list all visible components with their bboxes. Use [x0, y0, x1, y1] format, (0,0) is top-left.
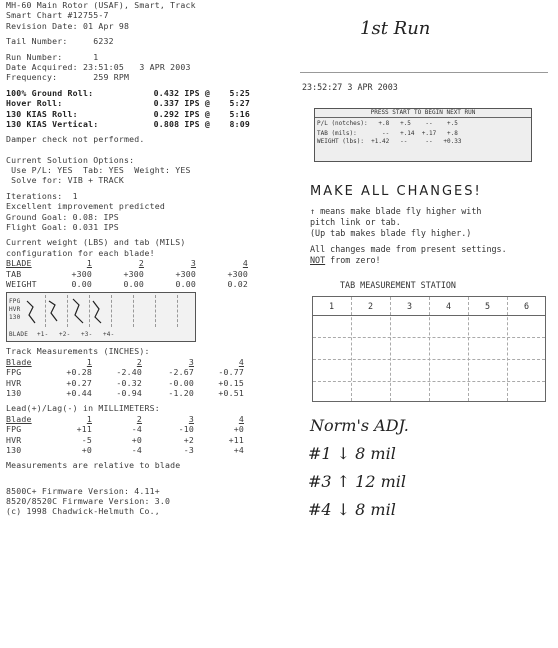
iterations: Iterations: 1: [6, 190, 78, 201]
config-line-1: Current weight (LBS) and tab (MILS): [6, 237, 186, 248]
instruction-notes: [310, 206, 507, 266]
scope-traces: [7, 293, 195, 333]
lead-lag-table: Blade 1 2 3 4 FPG +11 -4 -10 +0 HVR -5 +0 +2 +11 130 +0 -4 -3 +4: [6, 413, 244, 455]
note-5: NOT from zero!: [310, 255, 381, 265]
station-2: 2: [368, 301, 374, 311]
tab-station-title: TAB MEASUREMENT STATION: [340, 280, 456, 290]
date-acquired-row: Date Acquired: 23:51:05 3 APR 2003: [6, 61, 191, 72]
note-4: All changes made from present settings.: [310, 244, 507, 254]
options-use: Use P/L: YES Tab: YES Weight: YES: [11, 165, 191, 176]
vibration-table: 100% Ground Roll: 0.432 IPS @ 5:25 Hover Roll: 0.337 IPS @ 5:27 130 KIAS Roll: 0.292 IPS @ 5:16 130 KIAS Vertical: 0.808 IPS @ 8:09: [6, 87, 250, 129]
options-title: Current Solution Options:: [6, 154, 135, 165]
header-line-3: Revision Date: 01 Apr 98: [6, 20, 130, 31]
track-table: Blade 1 2 3 4 FPG +0.28 -2.40 -2.67 -0.77 HVR +0.27 -0.32 -0.00 +0.15 130 +0.44 -0.94 -1.20 +0.51: [6, 356, 244, 398]
tail-number-row: Tail Number: 6232: [6, 36, 114, 47]
printout-receipt: [6, 0, 276, 648]
mini-header: PRESS START TO BEGIN NEXT RUN: [315, 109, 531, 118]
track-scope-graphic: FPG HVR 130 BLADE +1- +2- +3- +4-: [6, 292, 196, 342]
run-time: 23:52:27 3 APR 2003: [302, 82, 398, 92]
header-line-2: Smart Chart #12755-7: [6, 10, 109, 21]
handwritten-run-title: 1st Run: [360, 18, 431, 39]
flight-goal: Flight Goal: 0.031 IPS: [6, 222, 119, 233]
station-3: 3: [407, 301, 413, 311]
config-table: BLADE 1 2 3 4 TAB +300 +300 +300 +300 WEIGHT 0.00 0.00 0.00 0.02: [6, 258, 248, 289]
firmware-line-2: 8520/8520C Firmware Version: 3.0: [6, 496, 171, 507]
handwritten-adj-3: #4 ↓ 8 mil: [308, 500, 396, 519]
copyright-line: (c) 1998 Chadwick-Helmuth Co.,: [6, 506, 160, 517]
mini-row-2: TAB (mils): -- +.14 +.17 +.8: [317, 130, 458, 137]
handwritten-adj-1: #1 ↓ 8 mil: [308, 444, 396, 463]
firmware-line-1: 8500C+ Firmware Version: 4.11+: [6, 485, 160, 496]
lead-lag-title: Lead(+)/Lag(-) in MILLIMETERS:: [6, 403, 160, 414]
options-solve: Solve for: VIB + TRACK: [11, 175, 124, 186]
ground-goal: Ground Goal: 0.08: IPS: [6, 211, 119, 222]
note-2: pitch link or tab.: [310, 217, 401, 227]
solution-mini-printout: [314, 108, 532, 162]
station-6: 6: [524, 301, 530, 311]
relative-note: Measurements are relative to blade: [6, 460, 181, 471]
header-line-1: MH-60 Main Rotor (USAF), Smart, Track: [6, 0, 196, 10]
damper-note: Damper check not performed.: [6, 134, 145, 145]
divider: [300, 72, 548, 73]
note-1: ↑ means make blade fly higher with: [310, 206, 482, 216]
make-all-changes-heading: MAKE ALL CHANGES!: [310, 184, 482, 199]
tab-station-grid: [312, 296, 546, 402]
mini-row-1: P/L (notches): +.8 +.5 -- +.5: [317, 120, 458, 127]
handwritten-norms-adj: Norm's ADJ.: [310, 416, 409, 435]
right-page: [300, 0, 558, 648]
mini-row-3: WEIGHT (lbs): +1.42 -- -- +0.33: [317, 138, 462, 145]
config-line-2: configuration for each blade!: [6, 247, 155, 258]
station-5: 5: [485, 301, 491, 311]
frequency-row: Frequency: 259 RPM: [6, 72, 130, 83]
run-number-row: Run Number: 1: [6, 51, 99, 62]
station-1: 1: [329, 301, 335, 311]
note-3: (Up tab makes blade fly higher.): [310, 228, 472, 238]
station-4: 4: [446, 301, 452, 311]
track-title: Track Measurements (INCHES):: [6, 346, 150, 357]
improvement: Excellent improvement predicted: [6, 201, 166, 212]
handwritten-adj-2: #3 ↑ 12 mil: [308, 472, 407, 491]
